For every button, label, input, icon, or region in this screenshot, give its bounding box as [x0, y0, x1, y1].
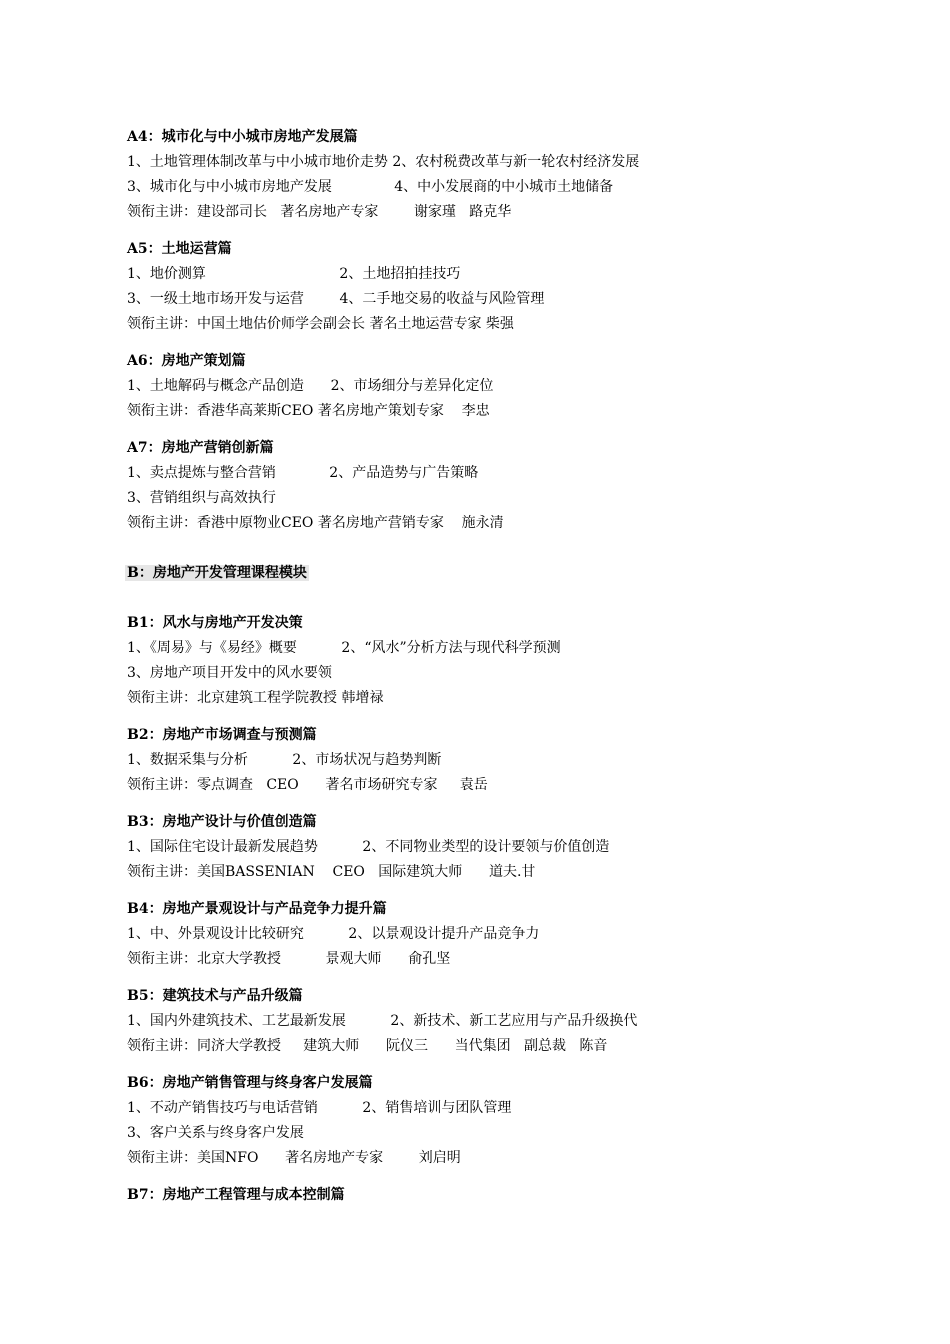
text-line: 1、国际住宅设计最新发展趋势 2、不同物业类型的设计要领与价值创造 [127, 839, 610, 855]
text-line: 1、《周易》与《易经》概要 2、“风水”分析方法与现代科学预测 [127, 640, 561, 656]
heading-b1: B1：风水与房地产开发决策 [127, 615, 303, 631]
lecturer-line: 领衔主讲：建设部司长 著名房地产专家 谢家瑾 路克华 [127, 204, 512, 220]
heading-b5: B5：建筑技术与产品升级篇 [127, 988, 303, 1004]
lecturer-line: 领衔主讲：北京建筑工程学院教授 韩增禄 [127, 690, 384, 706]
text-line: 3、客户关系与终身客户发展 [127, 1125, 304, 1141]
heading-a4: A4：城市化与中小城市房地产发展篇 [127, 129, 358, 145]
text-line: 3、房地产项目开发中的风水要领 [127, 665, 332, 681]
text-line: 3、营销组织与高效执行 [127, 490, 276, 506]
heading-a7: A7：房地产营销创新篇 [127, 440, 274, 456]
text-line: 1、卖点提炼与整合营销 2、产品造势与广告策略 [127, 465, 479, 481]
text-line: 1、土地管理体制改革与中小城市地价走势 2、农村税费改革与新一轮农村经济发展 [127, 154, 640, 170]
section-heading-b-text: B：房地产开发管理课程模块 [127, 565, 307, 581]
lecturer-line: 领衔主讲：北京大学教授 景观大师 俞孔坚 [127, 951, 451, 967]
text-line: 1、数据采集与分析 2、市场状况与趋势判断 [127, 752, 442, 768]
text-line: 1、国内外建筑技术、工艺最新发展 2、新技术、新工艺应用与产品升级换代 [127, 1013, 638, 1029]
heading-b2: B2：房地产市场调查与预测篇 [127, 727, 317, 743]
lecturer-line: 领衔主讲：同济大学教授 建筑大师 阮仪三 当代集团 副总裁 陈音 [127, 1038, 608, 1054]
text-line: 1、中、外景观设计比较研究 2、以景观设计提升产品竞争力 [127, 926, 540, 942]
heading-b7: B7：房地产工程管理与成本控制篇 [127, 1187, 345, 1203]
lecturer-line: 领衔主讲：美国NFO 著名房地产专家 刘启明 [127, 1150, 461, 1166]
text-line: 3、一级土地市场开发与运营 4、二手地交易的收益与风险管理 [127, 291, 545, 307]
heading-a5: A5：土地运营篇 [127, 241, 232, 257]
lecturer-line: 领衔主讲：美国BASSENIAN CEO 国际建筑大师 道夫.甘 [127, 864, 536, 880]
text-line: 1、土地解码与概念产品创造 2、市场细分与差异化定位 [127, 378, 494, 394]
heading-b4: B4：房地产景观设计与产品竞争力提升篇 [127, 901, 387, 917]
heading-b6: B6：房地产销售管理与终身客户发展篇 [127, 1075, 373, 1091]
section-heading-b [125, 564, 309, 582]
text-line: 1、地价测算 2、土地招拍挂技巧 [127, 266, 461, 282]
text-line: 1、不动产销售技巧与电话营销 2、销售培训与团队管理 [127, 1100, 512, 1116]
text-line: 3、城市化与中小城市房地产发展 4、中小发展商的中小城市土地储备 [127, 179, 614, 195]
heading-a6: A6：房地产策划篇 [127, 353, 246, 369]
lecturer-line: 领衔主讲：零点调查 CEO 著名市场研究专家 袁岳 [127, 777, 488, 793]
lecturer-line: 领衔主讲：香港中原物业CEO 著名房地产营销专家 施永清 [127, 515, 504, 531]
lecturer-line: 领衔主讲：中国土地估价师学会副会长 著名土地运营专家 柴强 [127, 316, 514, 332]
heading-b3: B3：房地产设计与价值创造篇 [127, 814, 317, 830]
lecturer-line: 领衔主讲：香港华高莱斯CEO 著名房地产策划专家 李忠 [127, 403, 490, 419]
